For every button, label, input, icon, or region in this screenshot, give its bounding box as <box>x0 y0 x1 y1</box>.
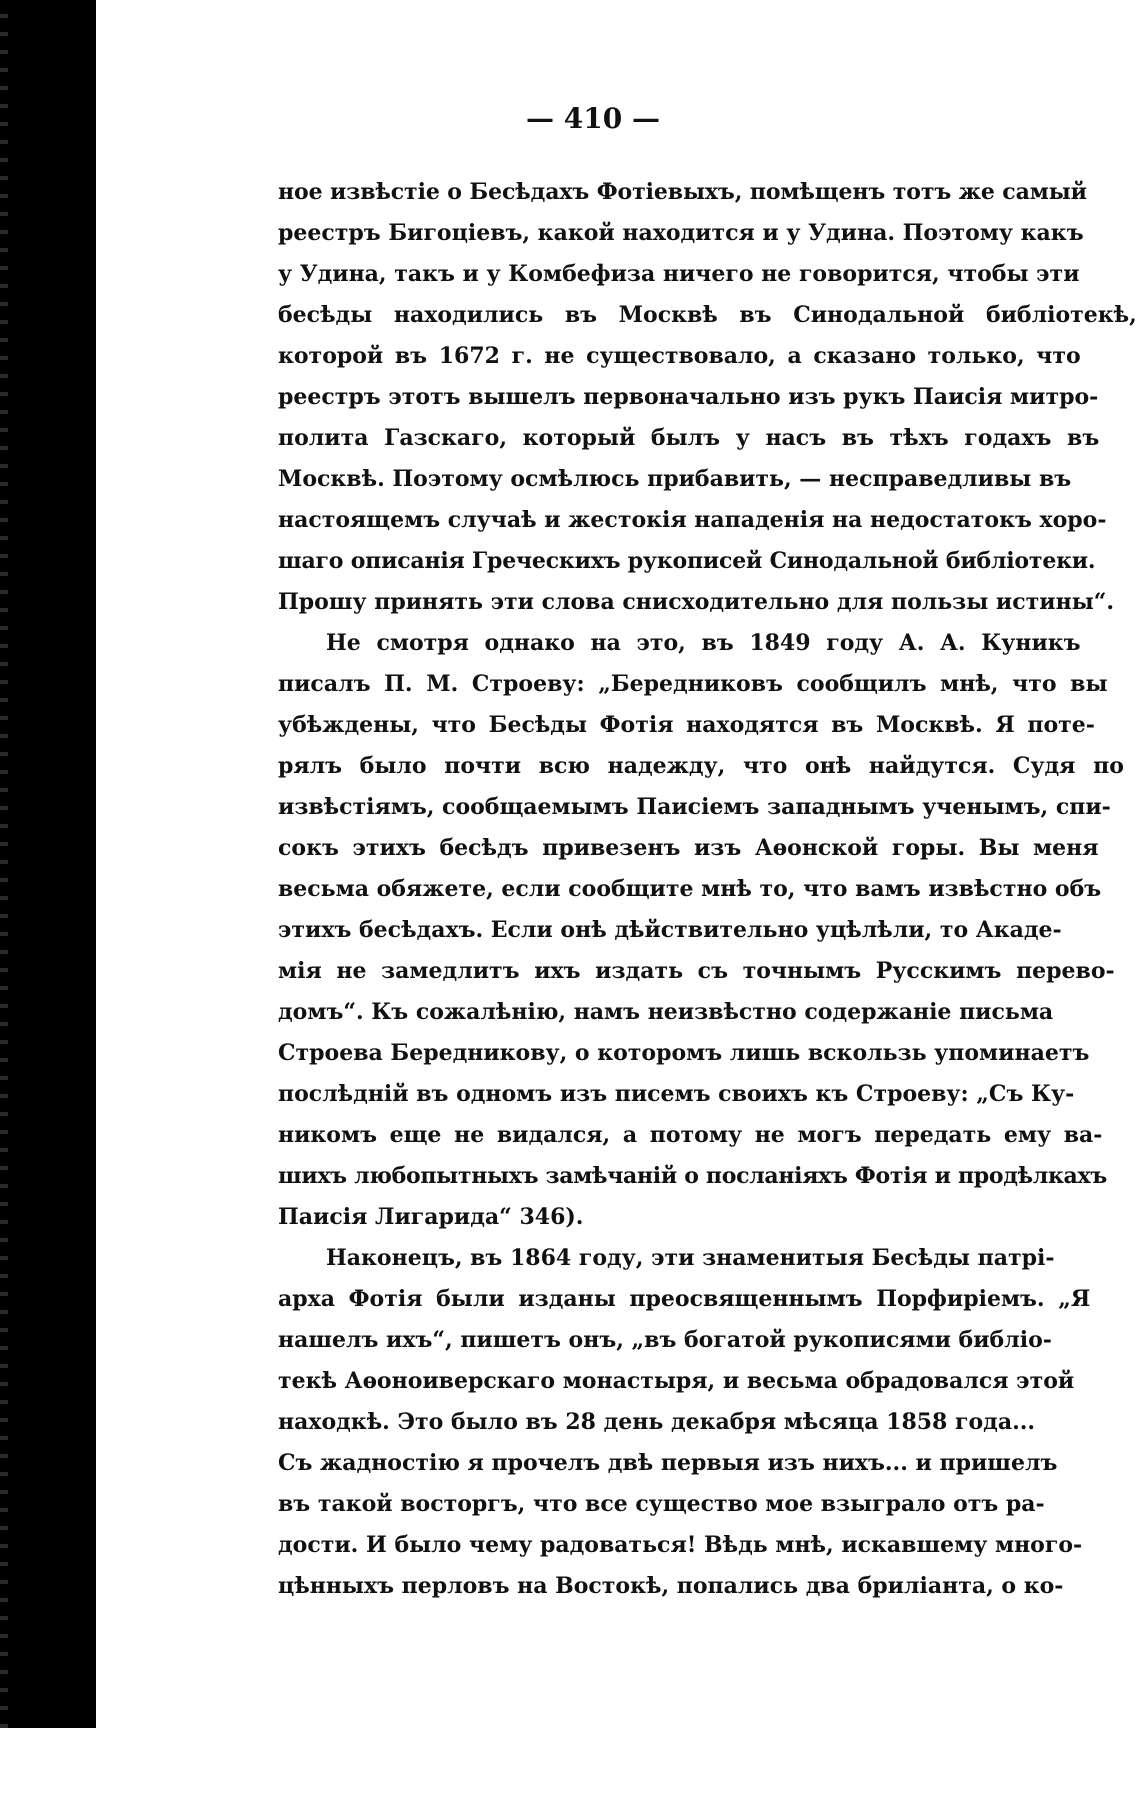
text-line: никомъ еще не видался, а потому не могъ передать ему ва- <box>278 1122 1103 1148</box>
text-line: весьма обяжете, если сообщите мнѣ то, что вамъ извѣстно объ <box>278 876 1102 902</box>
text-line: извѣстіямъ, сообщаемымъ Паисіемъ западнымъ ученымъ, спи- <box>278 794 1111 820</box>
text-line: дости. И было чему радоваться! Вѣдь мнѣ, искавшему много- <box>278 1532 1083 1558</box>
text-line: у Удина, такъ и у Комбефиза ничего не говорится, чтобы эти <box>278 261 1080 287</box>
text-line: Не смотря однако на это, въ 1849 году А. А. Куникъ <box>326 630 1081 656</box>
book-spine-shadow <box>0 0 96 1728</box>
text-line: рялъ было почти всю надежду, что онѣ найдутся. Судя по <box>278 753 1124 779</box>
text-line: домъ“. Къ сожалѣнію, намъ неизвѣстно содержаніе письма <box>278 999 1054 1025</box>
text-line: арха Фотія были изданы преосвященнымъ Порфиріемъ. „Я <box>278 1286 1091 1312</box>
text-line: настоящемъ случаѣ и жестокія нападенія на недостатокъ хоро- <box>278 507 1107 533</box>
text-line: писалъ П. М. Строеву: „Бередниковъ сообщилъ мнѣ, что вы <box>278 671 1108 697</box>
body-text <box>278 172 1138 1607</box>
text-line: мія не замедлитъ ихъ издать съ точнымъ Русскимъ перево- <box>278 958 1115 984</box>
text-line: убѣждены, что Бесѣды Фотія находятся въ Москвѣ. Я поте- <box>278 712 1095 738</box>
text-line: находкѣ. Это было въ 28 день декабря мѣсяца 1858 года... <box>278 1409 1036 1435</box>
text-line: шаго описанія Греческихъ рукописей Синодальной библіотеки. <box>278 548 1096 574</box>
page-number: — 410 — <box>526 102 660 135</box>
text-line: Москвѣ. Поэтому осмѣлюсь прибавить, — несправедливы въ <box>278 466 1072 492</box>
text-line: которой въ 1672 г. не существовало, а сказано только, что <box>278 343 1081 369</box>
text-line: цѣнныхъ перловъ на Востокѣ, попались два бриліанта, о ко- <box>278 1573 1064 1599</box>
text-line: полита Газскаго, который былъ у насъ въ тѣхъ годахъ въ <box>278 425 1100 451</box>
text-line: сокъ этихъ бесѣдъ привезенъ изъ Аѳонской горы. Вы меня <box>278 835 1099 861</box>
text-line: реестръ Бигоціевъ, какой находится и у Удина. Поэтому какъ <box>278 220 1084 246</box>
text-line: нашелъ ихъ“, пишетъ онъ, „въ богатой рукописями библіо- <box>278 1327 1052 1353</box>
text-line: шихъ любопытныхъ замѣчаній о посланіяхъ Фотія и продѣлкахъ <box>278 1163 1107 1189</box>
text-line: Наконецъ, въ 1864 году, эти знаменитыя Бесѣды патрі- <box>326 1245 1055 1271</box>
text-line: реестръ этотъ вышелъ первоначально изъ рукъ Паисія митро- <box>278 384 1099 410</box>
text-line: бесѣды находились въ Москвѣ въ Синодальной библіотекѣ, <box>278 302 1137 328</box>
text-line: Съ жадностію я прочелъ двѣ первыя изъ нихъ... и пришелъ <box>278 1450 1058 1476</box>
text-line: текѣ Аѳоноиверскаго монастыря, и весьма обрадовался этой <box>278 1368 1075 1394</box>
text-line: Строева Бередникову, о которомъ лишь вскользь упоминаетъ <box>278 1040 1090 1066</box>
text-line: послѣдній въ одномъ изъ писемъ своихъ къ Строеву: „Съ Ку- <box>278 1081 1075 1107</box>
text-line: Прошу принять эти слова снисходительно для пользы истины“. <box>278 589 1115 615</box>
text-line: этихъ бесѣдахъ. Если онѣ дѣйствительно уцѣлѣли, то Акаде- <box>278 917 1062 943</box>
text-line: Паисія Лигарида“ 346). <box>278 1204 584 1230</box>
spine-edge <box>0 0 8 1728</box>
text-line: въ такой восторгъ, что все существо мое взыграло отъ ра- <box>278 1491 1045 1517</box>
text-line: ное извѣстіе о Бесѣдахъ Фотіевыхъ, помѣщенъ тотъ же самый <box>278 179 1087 205</box>
